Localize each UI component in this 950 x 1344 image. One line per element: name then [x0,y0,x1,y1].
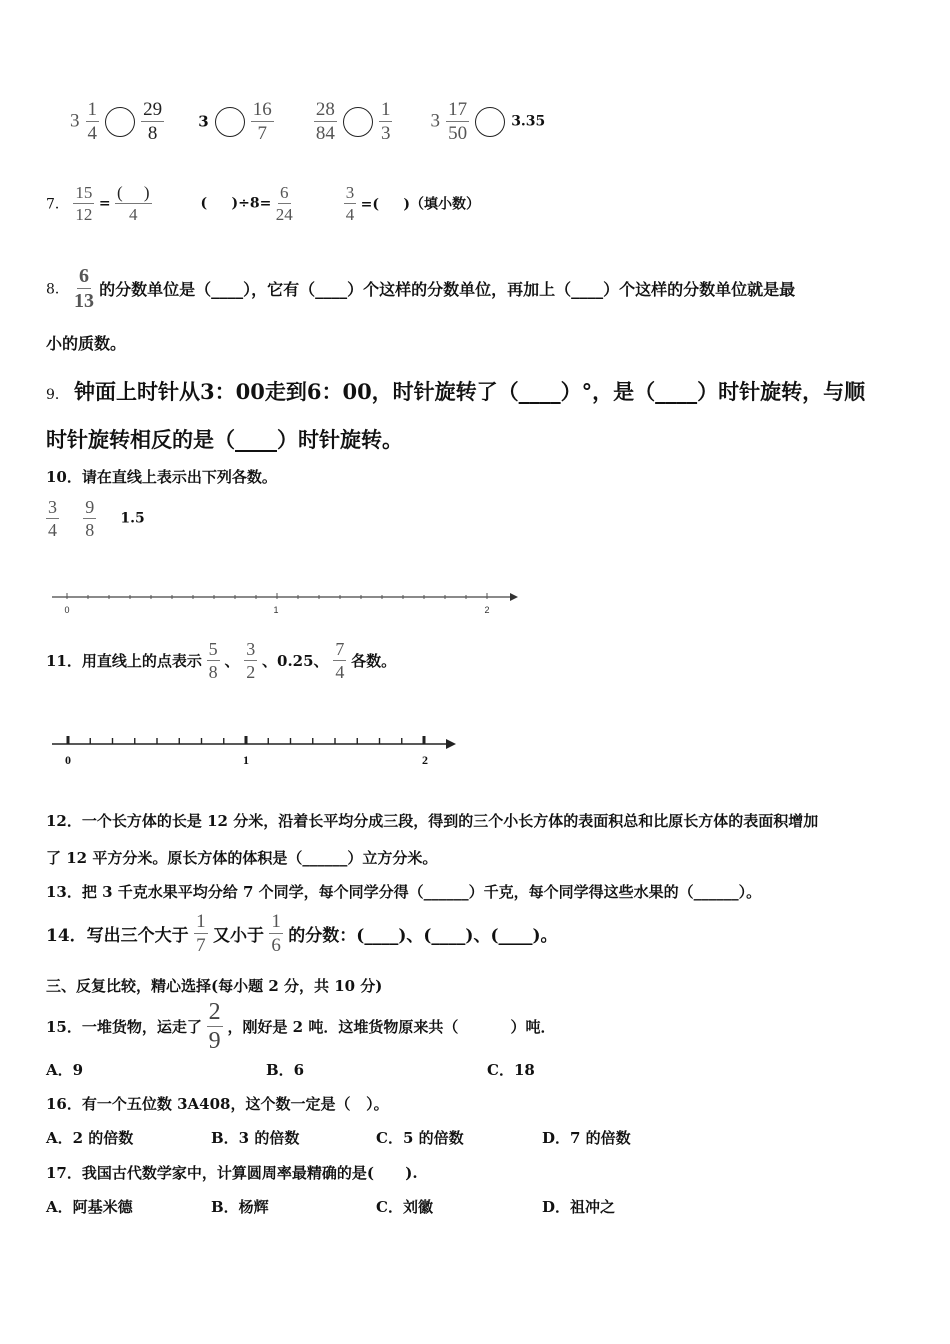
q10-numbers [46,498,145,539]
question-text: ，刚好是 2 吨．这堆货物原来共（ ）吨． [227,1018,556,1036]
separator: 、0.25、 [262,652,329,670]
fraction: $\frac{28}{84}$ [315,99,335,144]
question-number: 7． [46,196,69,213]
option-c[interactable]: C．18 [487,1061,535,1079]
question-13: 13．把 3 千克水果平均分给 7 个同学，每个同学分得（______）千克，每个同学得这些水果的（______）。 [46,883,762,901]
question-10: 10．请在直线上表示出下列各数。 [46,468,277,486]
fraction: $\frac{6}{24}$ [275,183,293,224]
fraction: $\frac{2}{9}$ [208,999,221,1054]
question-text: 14．写出三个大于 [46,926,189,946]
option-b[interactable]: B．杨辉 [211,1198,269,1216]
question-14 [46,912,558,955]
question-12-line2: 了 12 平方分米。原长方体的体积是（______）立方分米。 [46,849,438,867]
tick-label: 0 [64,605,70,615]
fraction: $\frac{6}{13}$ [74,265,95,312]
option-d[interactable]: D．祖冲之 [542,1198,616,1216]
option-d[interactable]: D．7 的倍数 [542,1129,631,1147]
fraction: $\frac{1}{4}$ [87,99,98,144]
question-text: 15．一堆货物，运走了 [46,1018,202,1036]
question-number: 9． [46,387,69,403]
q6-row [70,100,545,143]
decimal: 1.5 [120,510,145,527]
question-15 [46,1000,556,1053]
question-text: 的分数：(____)、(____)、(____)。 [288,926,558,946]
mixed-whole: 3 [70,110,80,132]
question-8-line2: 小的质数。 [46,334,127,353]
question-9 [46,376,865,406]
question-number: 8． [46,281,69,298]
option-a[interactable]: A．9 [46,1061,84,1079]
fraction: $\frac{5}{8}$ [208,639,218,682]
tick-label: 1 [273,605,279,615]
compare-circle[interactable] [215,107,245,137]
section-title: 三、反复比较，精心选择(每小题 2 分，共 10 分) [46,977,383,995]
question-11 [46,640,396,681]
tick-label: 2 [422,753,428,767]
question-9-line2: 时针旋转相反的是（____）时针旋转。 [46,427,403,452]
option-c[interactable]: C．5 的倍数 [376,1129,464,1147]
number: 3 [198,112,209,131]
fraction: $\frac{1}{6}$ [271,911,281,956]
question-text: 又小于 [212,926,264,946]
compare-circle[interactable] [343,107,373,137]
compare-circle[interactable] [105,107,135,137]
tick-label: 1 [243,753,249,767]
question-text: 钟面上时针从3：00走到6：00，时针旋转了（____）°，是（____）时针旋转，与顺 [74,379,866,404]
fraction: $\frac{3}{4}$ [345,183,355,224]
question-12: 12．一个长方体的长是 12 分米，沿着长平均分成三段，得到的三个小长方体的表面积总和比原长方体的表面积增加 [46,812,819,830]
tick-label: 2 [484,605,490,615]
fraction: $\frac{7}{4}$ [335,639,345,682]
fraction: $\frac{1}{3}$ [380,99,391,144]
option-a[interactable]: A．2 的倍数 [46,1129,134,1147]
equals: = [98,195,111,212]
option-b[interactable]: B．3 的倍数 [211,1129,300,1147]
blank-expression[interactable]: =( )（填小数） [360,196,480,213]
question-16: 16．有一个五位数 3A408，这个数一定是（ ）。 [46,1095,389,1113]
question-8 [46,266,795,311]
question-text: 的分数单位是（____），它有（____）个这样的分数单位，再加上（____）个这样的分数单位就是最 [99,280,796,299]
option-c[interactable]: C．刘徽 [376,1198,433,1216]
fraction: $\frac{16}{7}$ [252,99,272,144]
number: 3.35 [511,113,546,130]
fraction: $\frac{3}{2}$ [246,639,256,682]
mixed-whole: 3 [430,110,441,132]
fraction: $\frac{( )}{4}$ [117,183,150,224]
option-a[interactable]: A．阿基米德 [46,1198,133,1216]
compare-circle[interactable] [475,107,505,137]
blank-expression[interactable]: ( )÷8= [200,195,272,212]
option-b[interactable]: B．6 [266,1061,305,1079]
question-7 [46,184,480,223]
question-text: 11．用直线上的点表示 [46,652,202,670]
fraction: $\frac{9}{8}$ [85,497,95,540]
fraction: $\frac{17}{50}$ [448,99,468,144]
question-text: 各数。 [351,652,397,670]
number-line-10 [40,585,530,620]
question-17: 17．我国古代数学家中，计算圆周率最精确的是( ). [46,1164,418,1182]
fraction: $\frac{15}{12}$ [75,183,93,224]
number-line-11 [44,730,464,770]
fraction: $\frac{29}{8}$ [143,99,163,144]
fraction: $\frac{1}{7}$ [196,911,206,956]
tick-label: 0 [65,753,71,767]
fraction: $\frac{3}{4}$ [48,497,57,540]
separator: 、 [224,652,240,670]
